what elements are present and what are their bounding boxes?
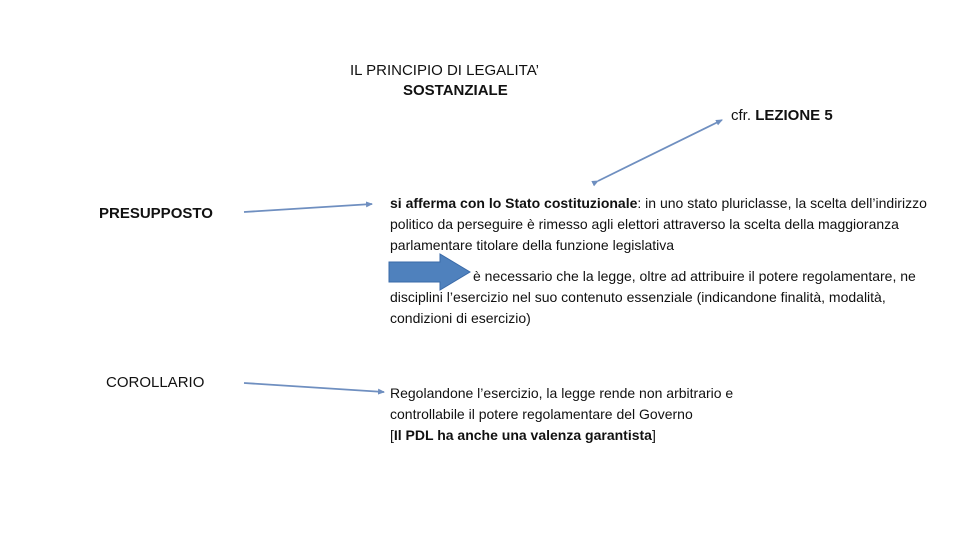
title-line-2: SOSTANZIALE (403, 82, 508, 99)
presupposto-connector-arrow (244, 204, 372, 212)
corollario-text-body: Regolandone l’esercizio, la legge rende non arbitrario e controllabile il potere regolamentare del Governo (390, 385, 734, 422)
corollario-label: COROLLARIO (106, 374, 205, 391)
corollario-text (390, 383, 810, 446)
reference-label: LEZIONE 5 (755, 107, 833, 124)
reference-note (731, 107, 833, 124)
presupposto-text-bold: si afferma con lo Stato costituzionale (390, 195, 638, 211)
reference-prefix: cfr. (731, 107, 752, 124)
title-line-1: IL PRINCIPIO DI LEGALITA’ (350, 62, 539, 79)
presupposto-text (390, 193, 930, 256)
presupposto-label: PRESUPPOSTO (99, 205, 213, 222)
corollario-text-bold: Il PDL ha anche una valenza garantista (393, 427, 652, 443)
reference-connector-arrow (598, 120, 722, 181)
consequence-text-body: è necessario che la legge, oltre ad attribuire il potere regolamentare, ne disciplini l’esercizio nel suo contenuto essenziale (indicandone finalità, modalità, condizioni di esercizio) (390, 268, 916, 326)
presupposto-text-rest: : in uno stato pluriclasse, la scelta dell’indirizzo politico da perseguire è rimesso agli elettori attraverso la scelta della maggioranza parlamentare titolare della funzione legislativa (390, 195, 927, 253)
corollario-bracket-close: ] (651, 427, 656, 443)
consequence-text (390, 266, 920, 329)
corollario-connector-arrow (244, 383, 384, 392)
corollario-bracket-open: [ (390, 427, 394, 443)
